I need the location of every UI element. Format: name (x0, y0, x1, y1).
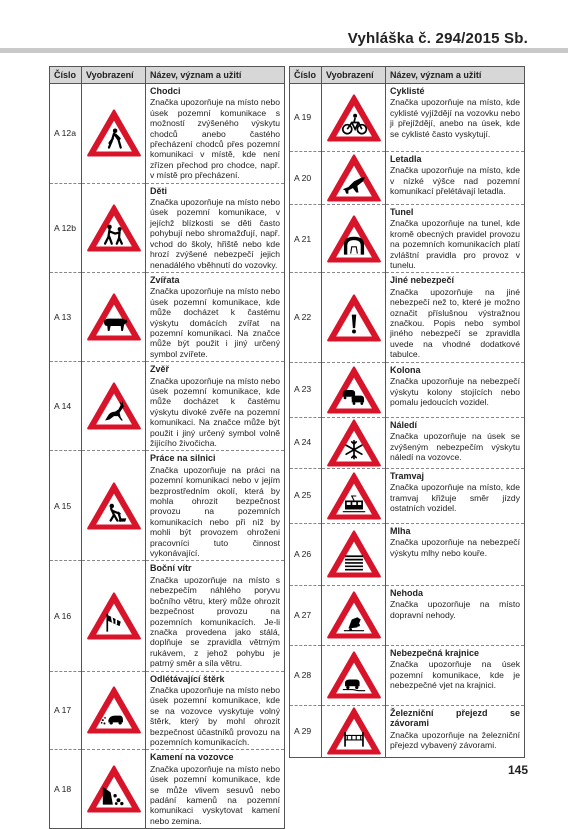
sign-number: A 18 (50, 750, 82, 829)
page-number: 145 (507, 763, 528, 777)
sign-description (386, 705, 525, 757)
column-header-number: Číslo (290, 67, 322, 84)
sign-number: A 21 (290, 205, 322, 273)
sign-number: A 17 (50, 671, 82, 750)
table-header-row (290, 67, 525, 84)
sign-image (82, 183, 146, 272)
table-row (290, 468, 525, 523)
queue-icon (326, 365, 382, 415)
table-row (50, 362, 285, 451)
falling-rocks-icon (86, 764, 142, 814)
gravel-icon (86, 685, 142, 735)
sign-text: Značka upozorňuje na místo s nebezpečím náhlého poryvu bočního větru, který může ohrozit bezpečnost provozu na pozemních komunikacích. Je-li značka provedena jako stálá, doplňuje se zpravidla větrným rukávem, z jehož pohybu je patrný směr a síla větru. (150, 574, 280, 669)
sign-title: Tramvaj (390, 470, 425, 481)
sign-text: Značka upozorňuje na úsek pozemní komunikace, kde je nebezpečné vjet na krajnici. (390, 659, 520, 690)
airplane-icon (326, 153, 382, 203)
sign-description (386, 152, 525, 205)
sign-title: Odlétávající štěrk (150, 673, 225, 684)
sign-number: A 25 (290, 468, 322, 523)
sign-text: Značka upozorňuje na jiné nebezpečí než to, které je možno označit příslušnou výstražnou značkou. Popis nebo symbol jiného nebezpečí se zpravidla uvede na vhodné dodatkové tabulce. (390, 286, 520, 360)
sign-number: A 20 (290, 152, 322, 205)
sign-image (322, 152, 386, 205)
sign-description (386, 523, 525, 585)
sign-text: Značka upozorňuje na tunel, kde kromě obecných pravidel provozu na pozemních komunikacích platí zvláštní pravidla pro provoz v tunelu. (390, 218, 520, 271)
sign-number: A 16 (50, 561, 82, 671)
sign-number: A 22 (290, 273, 322, 362)
sign-title: Železniční přejezd se závorami (390, 707, 520, 729)
sign-description (386, 468, 525, 523)
column-header-number: Číslo (50, 67, 82, 84)
fog-icon (326, 529, 382, 579)
sign-title: Kolona (390, 364, 421, 375)
sign-text: Značka upozorňuje na úsek se zvýšeným nebezpečím výskytu náledí na vozovce. (390, 431, 520, 462)
table-row (290, 417, 525, 468)
sign-number: A 13 (50, 272, 82, 361)
table-row (50, 183, 285, 272)
sign-title: Nehoda (390, 587, 424, 598)
sign-image (322, 362, 386, 417)
sign-number: A 24 (290, 417, 322, 468)
sign-text: Značka upozorňuje na místo nebo úsek pozemní komunikace, kde může docházet k častému výskytu domácích zvířat na pozemní komunikaci. Na značce může být použit i jiný určený symbol zvířete. (150, 286, 280, 359)
windsock-icon (86, 591, 142, 641)
sign-number: A 26 (290, 523, 322, 585)
sign-text: Značka upozorňuje na železniční přejezd vybavený závorami. (390, 729, 520, 750)
sign-description (386, 417, 525, 468)
table-row (50, 750, 285, 829)
sign-description (146, 272, 285, 361)
sign-image (322, 84, 386, 152)
sign-description (386, 585, 525, 645)
sign-text: Značka upozorňuje na nebezpečí výskytu kolony stojících nebo pomalu jedoucích vozidel. (390, 376, 520, 407)
sign-image (322, 585, 386, 645)
sign-text: Značka upozorňuje na nebezpečí výskytu mlhy nebo kouře. (390, 537, 520, 558)
sign-title: Cyklisté (390, 86, 425, 96)
sign-description (146, 362, 285, 451)
sign-description (146, 183, 285, 272)
sign-title: Nebezpečná krajnice (390, 647, 480, 658)
sign-title: Kamení na vozovce (150, 752, 234, 763)
table-row (50, 84, 285, 184)
table-row (290, 705, 525, 757)
table-row (50, 451, 285, 561)
sign-number: A 19 (290, 84, 322, 152)
sign-text: Značka upozorňuje na místo nebo úsek pozemní komunikace, v jejíchž blízkosti se děti často pohybují nebo shromažďují, např. vchod do školy, hřiště nebo kde hrozí zvýšené nebezpečí jejich nenadálého vběhnutí do vozovky. (150, 197, 280, 270)
sign-image (322, 417, 386, 468)
sign-number: A 12a (50, 84, 82, 184)
sign-image (82, 750, 146, 829)
roadworks-icon (86, 481, 142, 531)
sign-image (322, 523, 386, 585)
sign-number: A 23 (290, 362, 322, 417)
sign-text: Značka upozorňuje na práci na pozemní komunikaci nebo v jejím bezprostředním okolí, která by mohla ohrozit bezpečnost provozu na pozemních komunikacích nebo při níž by mohli být provozem ohroženi pracovníci tuto činnost vykonávající. (150, 464, 280, 559)
left-signs-table (49, 66, 285, 829)
table-header-row (50, 67, 285, 84)
children-icon (86, 203, 142, 253)
sign-text: Značka upozorňuje na místo nebo úsek pozemní komunikace, kde může docházet k častému výskytu divoké zvěře na pozemní komunikaci. Na značce může být použit i jiný určený symbol volně žijícího živočicha. (150, 375, 280, 448)
tram-icon (326, 471, 382, 521)
accident-icon (326, 590, 382, 640)
page-title: Vyhláška č. 294/2015 Sb. (347, 30, 528, 47)
sign-description (386, 645, 525, 705)
sign-image (82, 84, 146, 184)
sign-text: Značka upozorňuje na místo, kde cyklisté vyjíždějí na vozovku nebo ji přejíždějí, anebo na úsek, kde se cyklisté často vyskytují. (390, 97, 520, 139)
right-signs-table (289, 66, 525, 758)
sign-title: Letadla (390, 154, 422, 164)
sign-image (82, 272, 146, 361)
sign-image (82, 671, 146, 750)
sign-image (322, 705, 386, 757)
sign-title: Jiné nebezpečí (390, 275, 455, 286)
sign-title: Tunel (390, 207, 414, 217)
column-header-image: Vyobrazení (82, 67, 146, 84)
table-row (50, 272, 285, 361)
sign-number: A 12b (50, 183, 82, 272)
sign-title: Děti (150, 185, 168, 196)
table-row (290, 362, 525, 417)
sign-description (386, 362, 525, 417)
table-row (50, 671, 285, 750)
sign-image (322, 468, 386, 523)
sign-image (82, 362, 146, 451)
sign-image (322, 205, 386, 273)
table-row (290, 645, 525, 705)
sign-text: Značka upozorňuje na místo, kde v nízké výšce nad pozemní komunikací přelétávají letadla. (390, 165, 520, 197)
bicycle-icon (326, 93, 382, 143)
column-header-name: Název, význam a užití (146, 67, 285, 84)
sign-image (322, 645, 386, 705)
sign-image (82, 451, 146, 561)
cow-icon (86, 292, 142, 342)
sign-text: Značka upozorňuje na místo, kde tramvaj křižuje směr jízdy ostatních vozidel. (390, 482, 520, 513)
sign-text: Značka upozorňuje na místo dopravní nehody. (390, 599, 520, 620)
sign-description (386, 273, 525, 362)
sign-image (322, 273, 386, 362)
pedestrian-icon (86, 108, 142, 158)
sign-title: Práce na silnici (150, 453, 216, 464)
sign-description (146, 671, 285, 750)
railway-barrier-icon (326, 706, 382, 756)
sign-number: A 15 (50, 451, 82, 561)
sign-text: Značka upozorňuje na místo nebo úsek pozemní komunikace, kde se na vozovce vyskytuje volný štěrk, který by mohl ohrozit bezpečnost účastníků provozu na pozemních komunikacích. (150, 684, 280, 747)
header-rule (0, 48, 568, 53)
snowflake-icon (326, 418, 382, 468)
sign-title: Chodci (150, 86, 181, 96)
sign-description (146, 750, 285, 829)
sign-description (386, 205, 525, 273)
sign-title: Zvěř (150, 364, 170, 375)
sign-text: Značka upozorňuje na místo nebo úsek pozemní komunikace s možností zvýšeného výskytu chodců anebo častého přecházení chodců přes pozemní komunikaci v místě, kde není zřízen přechod pro chodce, např. v místě pro přecházení. (150, 97, 280, 181)
sign-description (146, 84, 285, 184)
table-row (50, 561, 285, 671)
sign-number: A 27 (290, 585, 322, 645)
table-row (290, 84, 525, 152)
sign-text: Značka upozorňuje na místo nebo úsek pozemní komunikace, kde se může vlivem sesuvů nebo padání kamenů na pozemní komunikaci vyskytovat kamení nebo zemina. (150, 763, 280, 826)
table-row (290, 585, 525, 645)
sign-number: A 14 (50, 362, 82, 451)
sign-description (146, 561, 285, 671)
sign-title: Náledí (390, 419, 418, 430)
tunnel-icon (326, 214, 382, 264)
exclamation-icon (326, 293, 382, 343)
sign-image (82, 561, 146, 671)
column-header-image: Vyobrazení (322, 67, 386, 84)
sign-description (386, 84, 525, 152)
sign-title: Zvířata (150, 274, 180, 285)
soft-verge-icon (326, 650, 382, 700)
sign-title: Mlha (390, 525, 411, 536)
table-row (290, 205, 525, 273)
sign-number: A 29 (290, 705, 322, 757)
deer-icon (86, 381, 142, 431)
table-row (290, 152, 525, 205)
sign-description (146, 451, 285, 561)
column-header-name: Název, význam a užití (386, 67, 525, 84)
sign-title: Boční vítr (150, 563, 192, 574)
sign-number: A 28 (290, 645, 322, 705)
table-row (290, 273, 525, 362)
table-row (290, 523, 525, 585)
